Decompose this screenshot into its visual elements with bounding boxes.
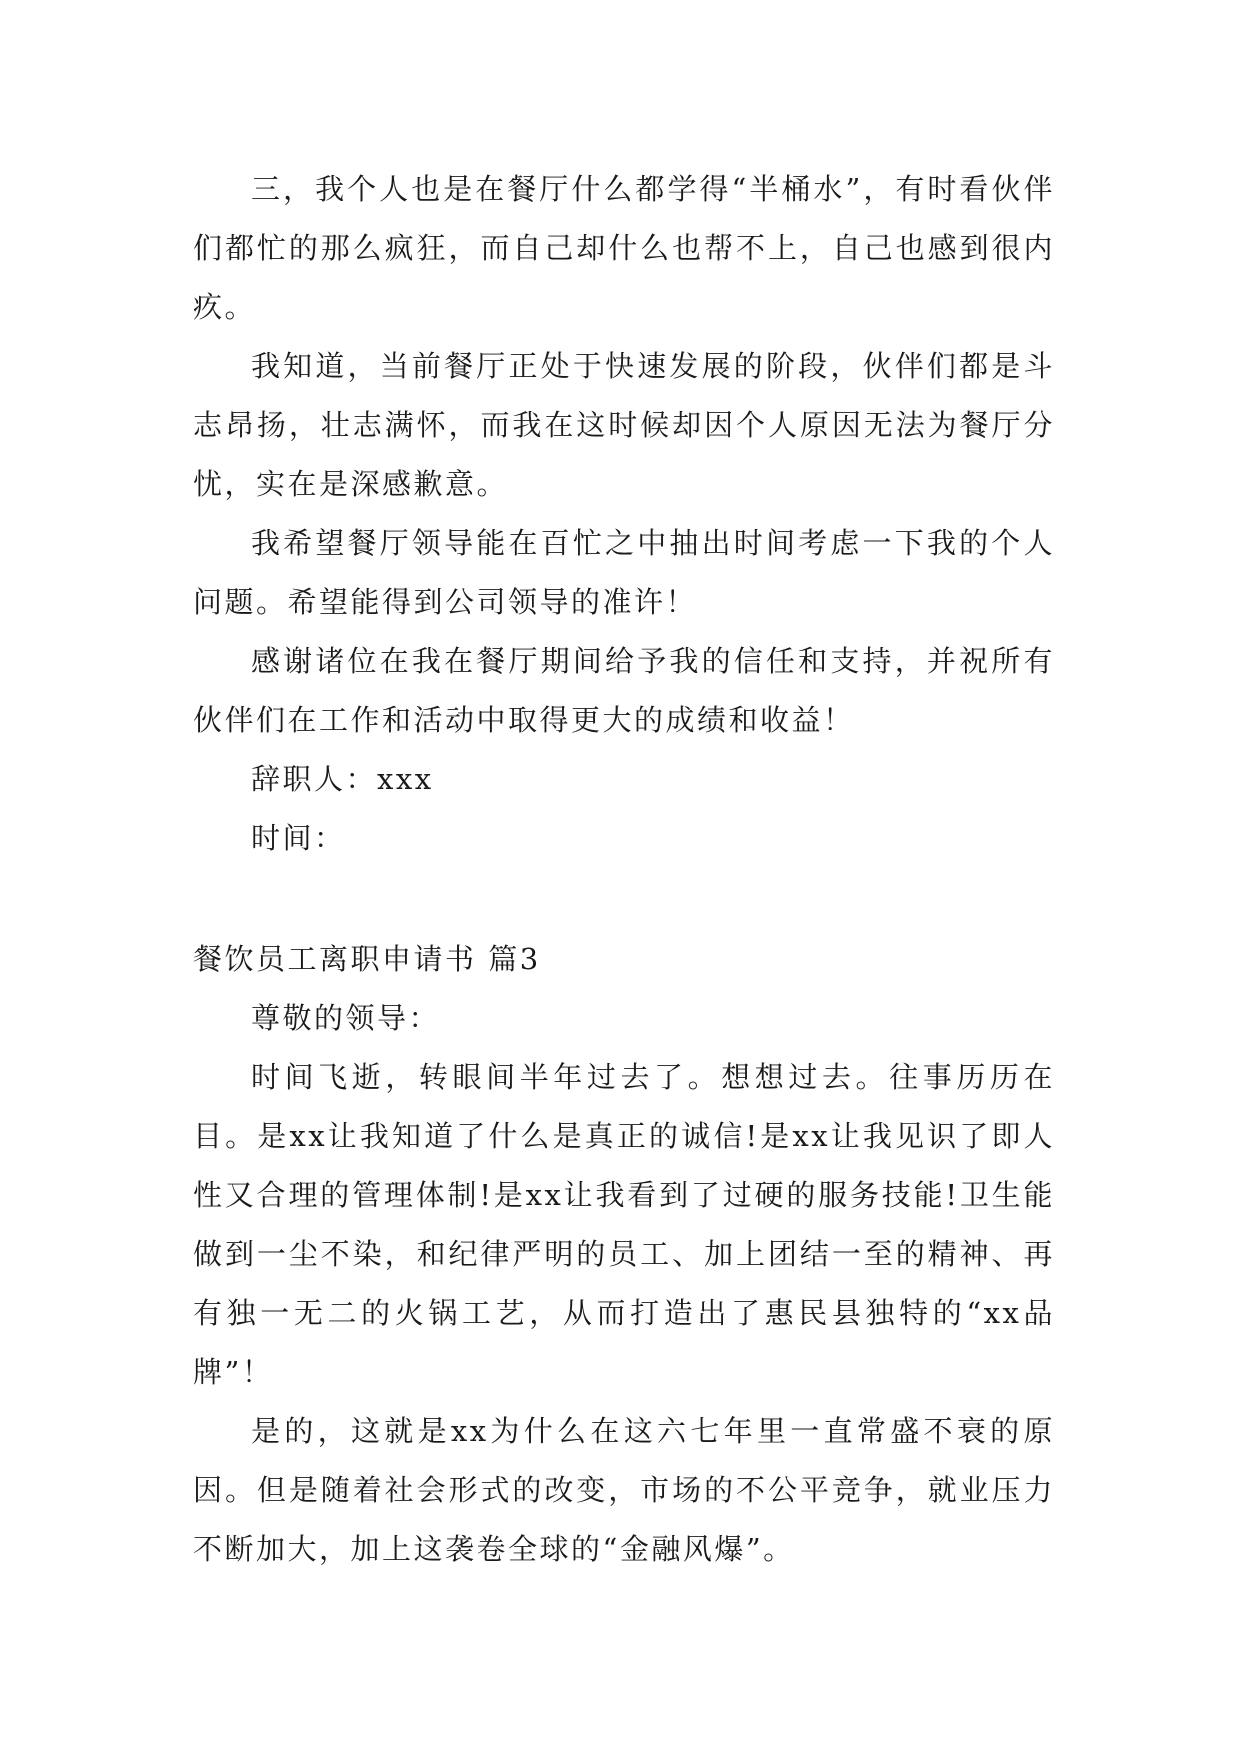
salutation: 尊敬的领导：: [251, 1001, 441, 1035]
paragraph-market-changes: 是的，这就是xx为什么在这六七年里一直常盛不衰的原因。但是随着社会形式的改变，市场的不公平竞争，就业压力不断加大，加上这袭卷全球的“金融风爆”。: [193, 1414, 1055, 1566]
paragraph-request-consideration: 我希望餐厅领导能在百忙之中抽出时间考虑一下我的个人问题。希望能得到公司领导的准许！: [193, 526, 1055, 619]
section-title: 餐饮员工离职申请书 篇3: [193, 942, 541, 976]
document-body: [193, 160, 1055, 1579]
paragraph-restaurant-development: 我知道，当前餐厅正处于快速发展的阶段，伙伴们都是斗志昂扬，壮志满怀，而我在这时候却因个人原因无法为餐厅分忧，实在是深感歉意。: [193, 349, 1055, 501]
paragraph-time-flies: 时间飞逝，转眼间半年过去了。想想过去。往事历历在目。是xx让我知道了什么是真正的诚信!是xx让我见识了即人性又合理的管理体制!是xx让我看到了过硬的服务技能!卫生能做到一尘不染，和纪律严明的员工、加上团结一至的精神、再有独一无二的火锅工艺，从而打造出了惠民县独特的“xx品牌”！: [193, 1060, 1055, 1389]
signature-date: 时间：: [251, 821, 346, 855]
signature-resigner: 辞职人：xxx: [251, 762, 434, 796]
paragraph-thanks: 感谢诸位在我在餐厅期间给予我的信任和支持，并祝所有伙伴们在工作和活动中取得更大的成绩和收益！: [193, 644, 1055, 737]
paragraph-self-inadequacy: 三，我个人也是在餐厅什么都学得“半桶水”，有时看伙伴们都忙的那么疯狂，而自己却什么也帮不上，自己也感到很内疚。: [193, 172, 1055, 324]
